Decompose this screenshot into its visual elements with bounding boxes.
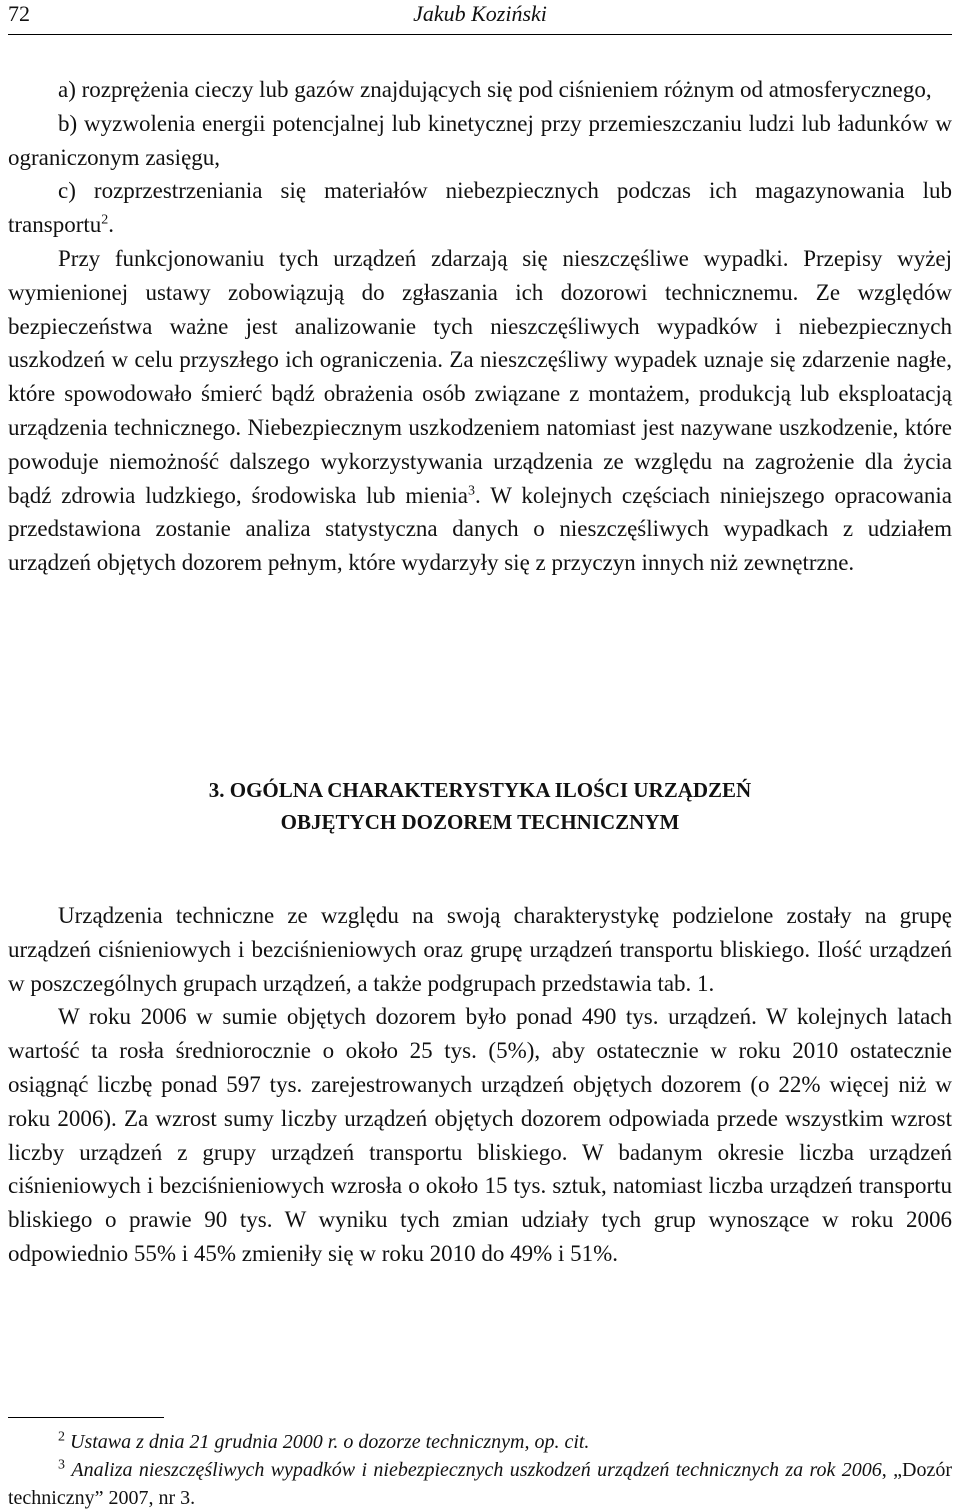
list-item-c: c) rozprzestrzeniania się materiałów niebezpiecznych podczas ich magazynowania lub transportu$^2$. xyxy=(8,178,952,238)
footnote-ref-3: 3 xyxy=(468,482,476,498)
section-heading-line1: 3. OGÓLNA CHARAKTERYSTYKA ILOŚCI URZĄDZEŃ xyxy=(208,778,752,802)
paragraph-accidents: Przy funkcjonowaniu tych urządzeń zdarzają się nieszczęśliwe wypadki. Przepisy wyżej wymienionej ustawy zobowiązują do zgłaszania ich dozorowi technicznemu. Ze względów bezpieczeństwa ważne jest analizowanie tych nieszczęśliwych wypadków i niebezpiecznych uszkodzeń w celu przyszłego ich ograniczenia. Za nieszczęśliwy wypadek uznaje się zdarzenie nagłe, które spowodowało śmierć bądź obrażenia osób związane z montażem, produkcją lub eksploatacją urządzenia technicznego. Niebezpiecznym uszkodzeniem natomiast jest nazywane uszkodzenie, które powoduje niemożność dalszego wykorzystywania urządzenia ze względu na zagrożenie dla życia bądź zdrowia ludzkiego, środowiska lub mienia$^3$. W kolejnych częściach niniejszego opracowania przedstawiona zostanie analiza statystyczna danych o nieszczęśliwych wypadkach z udziałem urządzeń objętych dozorem pełnym, które wydarzyły się z przyczyn innych niż zewnętrzne. xyxy=(8,245,953,576)
footnote-ref-2: 2 xyxy=(101,212,109,228)
body-text-upper xyxy=(8,73,952,580)
list-item-a: a) rozprężenia cieczy lub gazów znajdujących się pod ciśnieniem różnym od atmosferycznego, xyxy=(58,77,932,102)
footnotes xyxy=(8,1428,952,1512)
section-heading xyxy=(8,774,952,838)
paragraph-device-statistics: W roku 2006 w sumie objętych dozorem było ponad 490 tys. urządzeń. W kolejnych latach wartość ta rosła średniorocznie o około 25 tys. (5%), aby ostatecznie w roku 2010 ostatecznie osiągnąć liczbę ponad 597 tys. zarejestrowanych urządzeń objętych dozorem (o 22% więcej niż w roku 2006). Za wzrost sumy liczby urządzeń objętych dozorem odpowiada przede wszystkim wzrost liczby urządzeń z grupy urządzeń transportu bliskiego. W badanym okresie liczba urządzeń ciśnieniowych i bezciśnieniowych wzrosła o około 15 tys. sztuk, natomiast liczba urządzeń transportu bliskiego o prawie 90 tys. W wyniku tych zmian udziały tych grup wynoszące w roku 2006 odpowiednio 55% i 45% zmieniły się w roku 2010 do 49% i 51%. xyxy=(8,1004,952,1266)
list-item-b: b) wyzwolenia energii potencjalnej lub kinetycznej przy przemieszczaniu ludzi lub ładunków w ograniczonym zasięgu, xyxy=(8,110,952,170)
page-number: 72 xyxy=(8,1,30,26)
body-text-lower xyxy=(8,899,952,1271)
section-heading-line2: OBJĘTYCH DOZOREM TECHNICZNYM xyxy=(280,810,680,834)
paragraph-device-groups: Urządzenia techniczne ze względu na swoją charakterystykę podzielone zostały na grupę urządzeń ciśnieniowych i bezciśnieniowych oraz grupę urządzeń transportu bliskiego. Ilość urządzeń w poszczególnych grupach urządzeń, a także podgrupach przedstawia tab. 1. xyxy=(8,903,952,996)
footnote-3: $^3$ Analiza nieszczęśliwych wypadków i niebezpiecznych uszkodzeń urządzeń technicznych za rok 2006, „Dozór techniczny” 2007, nr 3. xyxy=(8,1457,953,1509)
footnote-2: $^2$ Ustawa z dnia 21 grudnia 2000 r. o dozorze technicznym, op. cit. xyxy=(58,1429,590,1453)
running-head-author: Jakub Koziński xyxy=(413,1,547,26)
page-header xyxy=(8,0,952,35)
footnote-separator xyxy=(8,1417,164,1418)
